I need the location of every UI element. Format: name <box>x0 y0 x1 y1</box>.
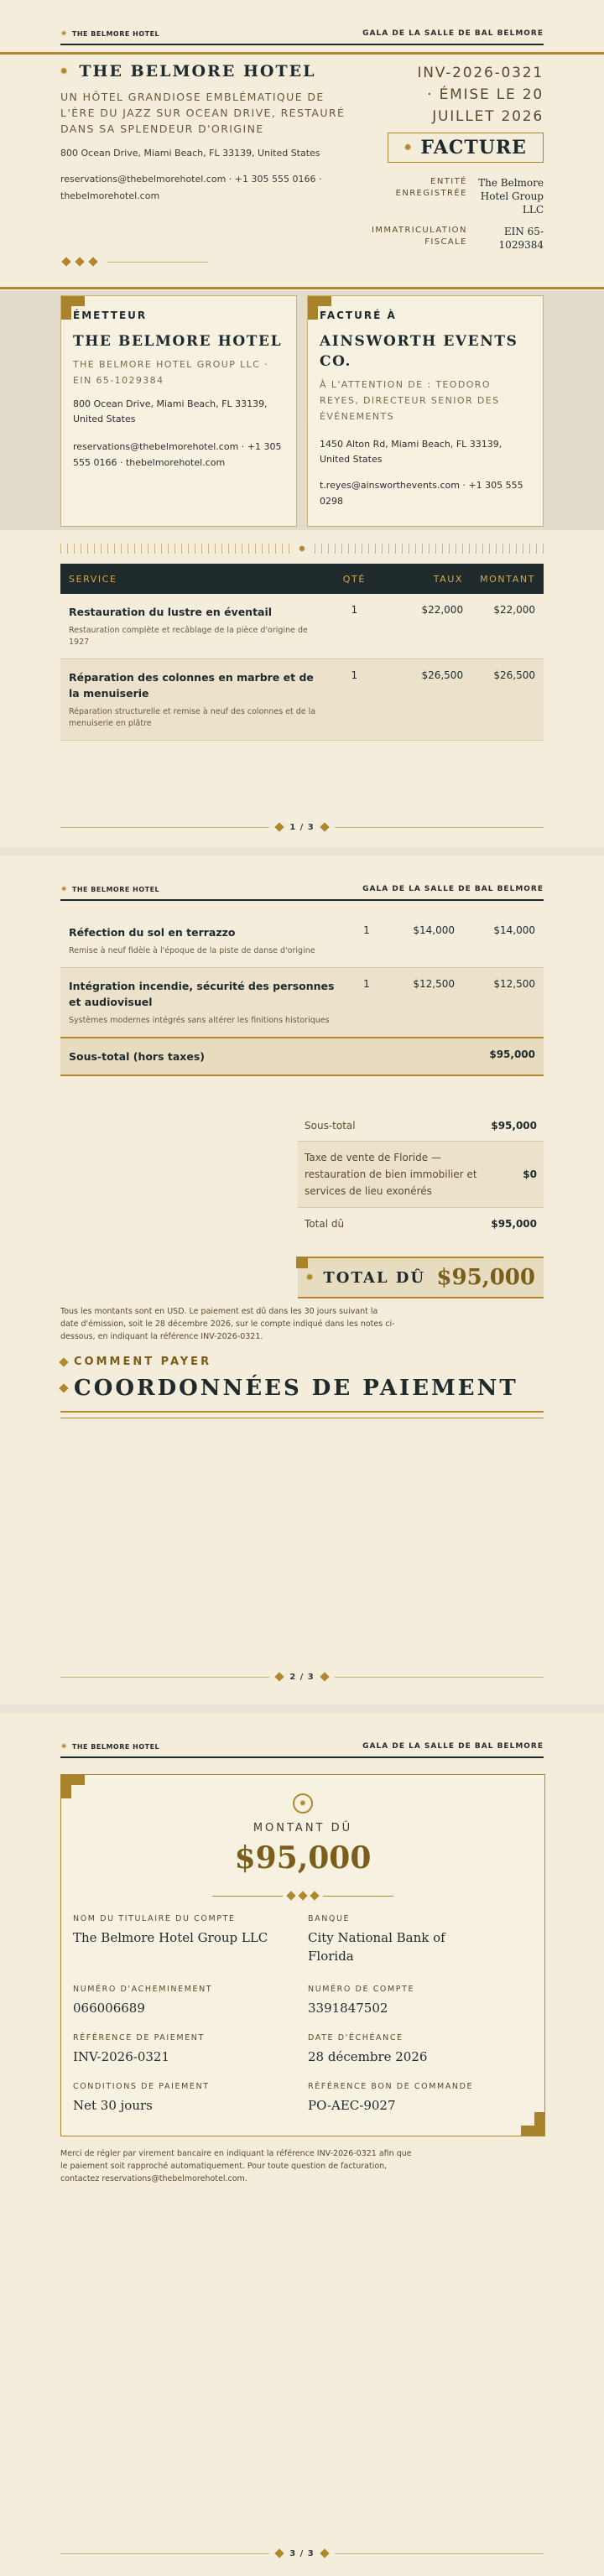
header-brand <box>60 1742 159 1751</box>
doc-type-box <box>388 133 544 163</box>
invoice-header <box>0 52 604 289</box>
field-value: The Belmore Hotel Group LLC <box>73 1930 268 1945</box>
field-value: 066006689 <box>73 2001 145 2016</box>
tick-line <box>315 544 544 554</box>
billed-to-address: 1450 Alton Rd, Miami Beach, FL 33139, United States <box>320 439 502 465</box>
diamond-icon <box>298 1891 307 1900</box>
service-cell <box>60 914 346 968</box>
col-rate: TAUX <box>383 564 471 594</box>
summary-row <box>298 1142 544 1208</box>
footer-line <box>60 2553 269 2554</box>
footer-line <box>335 827 544 828</box>
qty-cell: 1 <box>346 914 388 968</box>
issuer-address: 800 Ocean Drive, Miami Beach, FL 33139, United States <box>73 398 268 424</box>
kicker-text: COMMENT PAYER <box>74 1356 212 1368</box>
star-icon: ✷ <box>60 1741 68 1751</box>
table-row <box>60 914 544 968</box>
services-table <box>60 564 544 741</box>
hotel-name-text: THE BELMORE HOTEL <box>79 62 316 81</box>
payment-field <box>73 2033 291 2066</box>
meta-row <box>359 225 544 252</box>
services-table-continued <box>60 914 544 1076</box>
hotel-address: 800 Ocean Drive, Miami Beach, FL 33139, United States <box>60 148 320 159</box>
doc-type: FACTURE <box>420 137 527 159</box>
table-row <box>60 594 544 659</box>
ornament-line <box>212 1896 283 1897</box>
payment-field <box>308 2033 526 2066</box>
page-2 <box>0 856 604 1704</box>
table-row <box>60 659 544 741</box>
hotel-tagline: UN HÔTEL GRANDIOSE EMBLÉMATIQUE DE L'ÈRE DU JAZZ SUR OCEAN DRIVE, RESTAURÉ DANS SA SPLENDEUR D'ORIGINE <box>60 91 346 135</box>
service-desc: Restauration complète et recâblage de la pièce d'origine de 1927 <box>69 626 308 647</box>
payment-field <box>73 1985 291 2017</box>
issuer-sub: THE BELMORE HOTEL GROUP LLC · EIN 65-1029384 <box>73 359 269 386</box>
field-value: City National Bank of Florida <box>308 1930 445 1964</box>
service-title: Réparation des colonnes en marbre et de la menuiserie <box>69 671 314 700</box>
qty-cell: 1 <box>346 968 388 1038</box>
summary-value: $0 <box>523 1168 537 1180</box>
field-value: 28 décembre 2026 <box>308 2049 428 2064</box>
issuer-label: ÉMETTEUR <box>73 310 148 321</box>
sun-icon: ✹ <box>298 543 306 554</box>
summary-value: $95,000 <box>491 1218 537 1230</box>
running-header <box>60 23 544 45</box>
col-qty: QTÉ <box>326 564 383 594</box>
invoice-meta <box>359 176 544 260</box>
table-row <box>60 968 544 1038</box>
service-desc: Réparation structurelle et remise à neuf des colonnes et de la menuiserie en plâtre <box>69 707 316 728</box>
sun-icon: ✹ <box>404 143 413 153</box>
diamond-icon <box>88 257 97 266</box>
meta-value: EIN 65-1029384 <box>498 226 544 251</box>
page-3 <box>0 1713 604 2576</box>
closing-note: Merci de régler par virement bancaire en indiquant la référence INV-2026-0321 afin que le paiement soit rapproché automatiquement. Pour toute question de facturation, contactez reservations@thebelmorehotel.com. <box>60 2149 412 2183</box>
header-event: GALA DE LA SALLE DE BAL BELMORE <box>362 885 544 893</box>
field-value: INV-2026-0321 <box>73 2049 169 2064</box>
amount-cell: $22,000 <box>471 594 544 659</box>
diamond-icon <box>310 1891 319 1900</box>
issuer-contact: reservations@thebelmorehotel.com · +1 305 555 0166 · thebelmorehotel.com <box>73 441 282 468</box>
diamond-icon <box>320 822 329 831</box>
sun-icon: ✹ <box>60 66 70 76</box>
diamond-icon <box>59 1383 68 1392</box>
gold-rule <box>0 52 604 55</box>
running-header <box>60 1736 544 1758</box>
summary-label: Total dû <box>305 1218 345 1230</box>
subtotal-label: Sous-total (hors taxes) <box>69 1050 205 1063</box>
diamond-icon <box>320 2548 329 2558</box>
service-title: Réfection du sol en terrazzo <box>69 926 236 939</box>
rate-cell: $26,500 <box>383 659 471 741</box>
sun-icon: ✹ <box>306 1272 315 1283</box>
terms-note: Tous les montants sont en USD. Le paiement est dû dans les 30 jours suivant la date d'émission, soit le 28 décembre 2026, sur le compte indiqué dans les notes ci-dessous, en indiquant la référence INV-2026-0321. <box>60 1307 395 1341</box>
subtotal-value: $95,000 <box>463 1038 544 1075</box>
grand-total-label <box>306 1269 425 1287</box>
section-title <box>60 1376 544 1401</box>
diamond-icon <box>61 257 70 266</box>
billed-to-name: AINSWORTH EVENTS CO. <box>320 333 518 370</box>
summary-label: Taxe de vente de Floride — restauration de bien immobilier et services de lieu exonérés <box>305 1152 477 1197</box>
header-brand-text: THE BELMORE HOTEL <box>71 885 160 893</box>
diamond-icon <box>275 822 284 831</box>
footer-line <box>335 2553 544 2554</box>
tick-line <box>60 544 289 554</box>
service-title: Intégration incendie, sécurité des personnes et audiovisuel <box>69 980 335 1008</box>
star-icon: ✷ <box>60 884 68 894</box>
field-value: Net 30 jours <box>73 2098 153 2113</box>
medallion-icon: ✹ <box>293 1793 313 1814</box>
page-footer <box>60 819 544 835</box>
header-brand <box>60 29 159 39</box>
payment-card <box>60 1774 545 2136</box>
amount-cell: $12,500 <box>463 968 544 1038</box>
diamond-icon <box>59 1357 68 1366</box>
field-label: BANQUE <box>308 1914 351 1923</box>
service-desc: Remise à neuf fidèle à l'époque de la piste de danse d'origine <box>69 946 315 955</box>
header-brand <box>60 885 159 894</box>
star-icon: ✷ <box>60 29 68 39</box>
summary-box <box>298 1111 544 1240</box>
page-footer <box>60 2545 544 2562</box>
payment-field <box>308 1985 526 2017</box>
page-footer <box>60 1668 544 1685</box>
corner-ornament <box>296 1257 308 1268</box>
summary-label: Sous-total <box>305 1120 356 1132</box>
header-event: GALA DE LA SALLE DE BAL BELMORE <box>362 29 544 38</box>
invoice-date: JUILLET 2026 <box>432 108 544 125</box>
issuer-name: THE BELMORE HOTEL <box>73 333 283 350</box>
footer-line <box>335 1677 544 1678</box>
page-number: 2 / 3 <box>289 1672 315 1682</box>
diamond-icon <box>275 2548 284 2558</box>
meta-label: ENTITÉ ENREGISTRÉE <box>395 177 467 198</box>
field-value: 3391847502 <box>308 2001 388 2016</box>
billed-to-card <box>307 295 544 527</box>
service-cell <box>60 968 346 1038</box>
page-1 <box>0 0 604 847</box>
double-rule <box>60 1411 544 1418</box>
diamond-icon <box>320 1672 329 1681</box>
footer-line <box>60 827 269 828</box>
payment-field <box>308 2082 526 2115</box>
col-amount: MONTANT <box>471 564 544 594</box>
payment-field <box>73 1914 291 1947</box>
field-label: DATE D'ÉCHÉANCE <box>308 2033 404 2043</box>
service-cell <box>60 659 326 741</box>
gold-rule <box>0 287 604 289</box>
qty-cell: 1 <box>326 659 383 741</box>
amount-cell: $26,500 <box>471 659 544 741</box>
footer-line <box>60 1677 269 1678</box>
hotel-name <box>60 62 315 81</box>
field-label: NUMÉRO D'ACHEMINEMENT <box>73 1985 213 1994</box>
meta-row <box>359 176 544 216</box>
rate-cell: $22,000 <box>383 594 471 659</box>
field-label: RÉFÉRENCE DE PAIEMENT <box>73 2033 205 2043</box>
grand-total-value: $95,000 <box>436 1265 535 1290</box>
page-number: 3 / 3 <box>289 2548 315 2558</box>
amount-due-value: $95,000 <box>234 1840 372 1876</box>
meta-value: The Belmore Hotel Group LLC <box>478 177 544 216</box>
service-desc: Systèmes modernes intégrés sans altérer les finitions historiques <box>69 1016 330 1025</box>
payment-field <box>308 1914 526 1965</box>
service-title: Restauration du lustre en éventail <box>69 606 273 618</box>
field-value: PO-AEC-9027 <box>308 2098 396 2113</box>
subtotal-row <box>60 1038 544 1075</box>
billed-to-label: FACTURÉ À <box>320 310 397 321</box>
issuer-card <box>60 295 297 527</box>
subtotal-label-cell <box>60 1038 463 1075</box>
rate-cell: $14,000 <box>388 914 463 968</box>
summary-row <box>298 1208 544 1240</box>
section-kicker <box>60 1356 211 1368</box>
meta-label: IMMATRICULATION FISCALE <box>371 226 467 247</box>
field-label: RÉFÉRENCE BON DE COMMANDE <box>308 2082 474 2091</box>
header-brand-text: THE BELMORE HOTEL <box>71 29 160 38</box>
corner-inset <box>71 1785 85 1798</box>
field-label: CONDITIONS DE PAIEMENT <box>73 2082 210 2091</box>
service-cell <box>60 594 326 659</box>
ornament-line <box>107 262 208 263</box>
rate-cell: $12,500 <box>388 968 463 1038</box>
grand-total-label-text: TOTAL DÛ <box>323 1268 426 1287</box>
qty-cell: 1 <box>326 594 383 659</box>
amount-cell: $14,000 <box>463 914 544 968</box>
header-brand-text: THE BELMORE HOTEL <box>71 1742 160 1751</box>
col-service: SERVICE <box>60 564 326 594</box>
billed-to-sub: À L'ATTENTION DE : TEODORO REYES, DIRECTEUR SENIOR DES ÉVÉNEMENTS <box>320 379 500 422</box>
running-header <box>60 879 544 901</box>
billed-to-contact: t.reyes@ainsworthevents.com · +1 305 555 0298 <box>320 480 523 507</box>
diamond-icon <box>75 257 84 266</box>
grand-total <box>298 1257 544 1298</box>
header-event: GALA DE LA SALLE DE BAL BELMORE <box>362 1742 544 1751</box>
field-label: NUMÉRO DE COMPTE <box>308 1985 415 1994</box>
summary-value: $95,000 <box>491 1120 537 1132</box>
table-header-row <box>60 564 544 594</box>
ornamental-divider <box>60 544 544 554</box>
field-label: NOM DU TITULAIRE DU COMPTE <box>73 1914 236 1923</box>
invoice-issued: · ÉMISE LE 20 <box>427 86 544 103</box>
invoice-number: INV-2026-0321 <box>417 65 544 81</box>
hotel-contact: reservations@thebelmorehotel.com · +1 305 555 0166 · thebelmorehotel.com <box>60 174 322 201</box>
ornament <box>60 258 208 265</box>
diamond-icon <box>275 1672 284 1681</box>
amount-due-label: MONTANT DÛ <box>253 1822 353 1834</box>
ornament <box>212 1891 393 1901</box>
diamond-icon <box>286 1891 295 1900</box>
ornament-line <box>323 1896 393 1897</box>
payment-field <box>73 2082 291 2115</box>
section-title-text: COORDONNÉES DE PAIEMENT <box>74 1376 518 1401</box>
summary-row <box>298 1111 544 1142</box>
page-number: 1 / 3 <box>289 822 315 832</box>
invoice-number-date <box>359 62 544 127</box>
